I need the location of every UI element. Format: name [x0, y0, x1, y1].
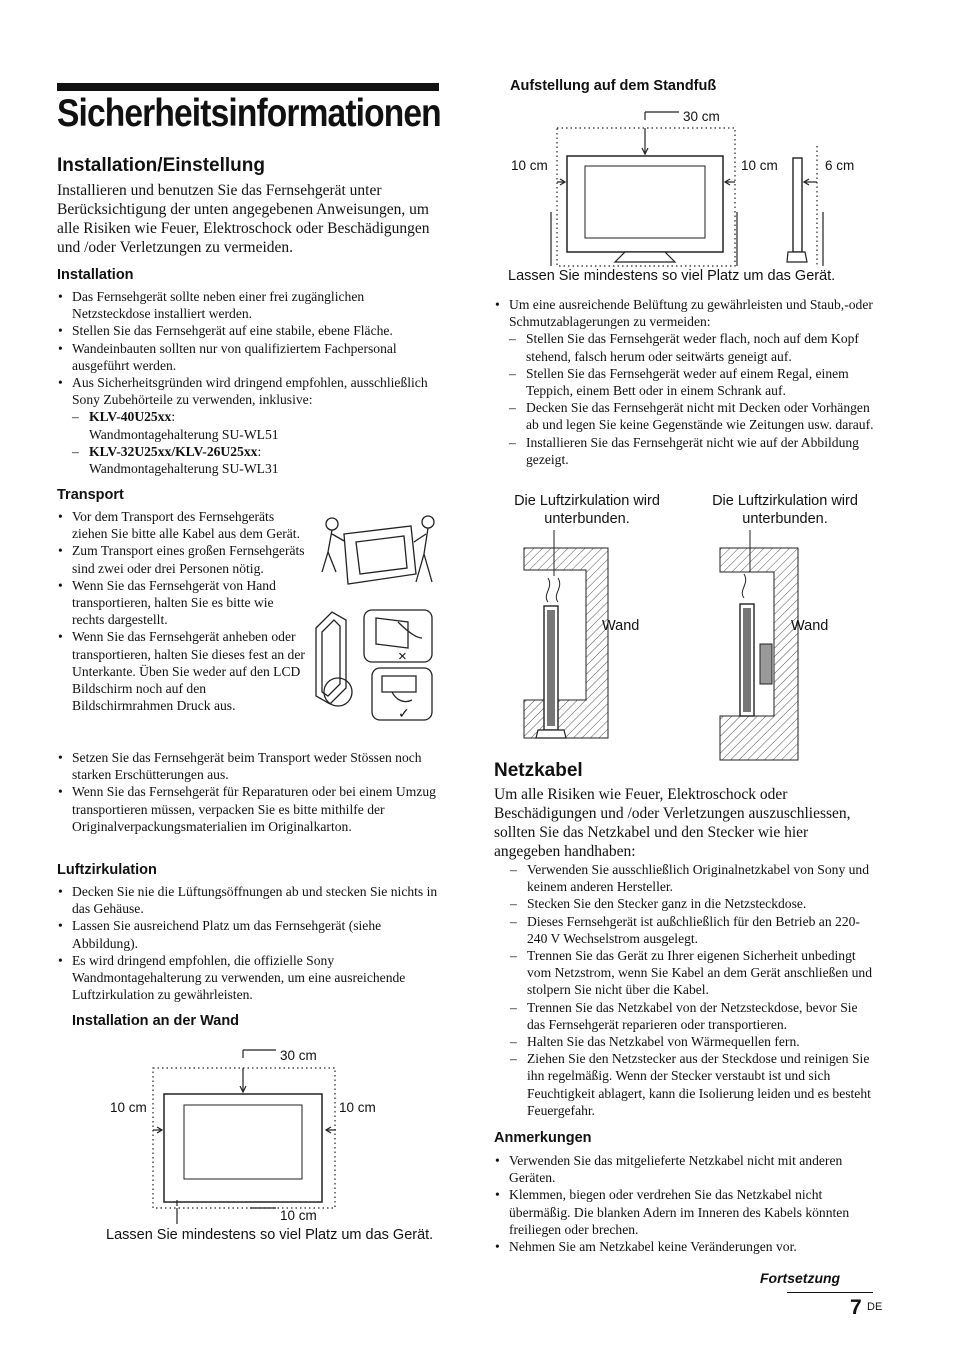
transport-heading: Transport: [57, 487, 124, 503]
page-language: DE: [867, 1301, 883, 1313]
page-title: Sicherheitsinformationen: [57, 92, 441, 135]
wall-figure-caption: Lassen Sie mindestens so viel Platz um das Gerät.: [106, 1227, 434, 1243]
airflow-recess-illustration: [716, 528, 846, 760]
list-item: • Es wird dringend empfohlen, die offizielle Sony Wandmontagehalterung zu verwenden, um eine ausreichende Luftzirkulation zu gewährleisten.: [57, 952, 441, 1004]
model-bracket: Wandmontagehalterung SU-WL51: [89, 426, 279, 442]
ventilation-dash-list: [509, 330, 874, 468]
dash-item: – Stellen Sie das Fernsehgerät weder flach, noch auf dem Kopf stehend, falsch herum oder seitwärts geneigt auf.: [509, 330, 874, 364]
transport-list-a: [57, 508, 307, 714]
dash-item: – Decken Sie das Fernsehgerät nicht mit Decken oder Vorhängen ab und legen Sie keine Gegenstände wie Zeitungen usw. darauf.: [509, 399, 874, 433]
dash-item: – Trennen Sie das Gerät zu Ihrer eigenen Sicherheit unbedingt vom Netzstrom, wenn Sie Kabel an dem Gerät anschließen und stolpern Sie nicht über die Kabel.: [510, 947, 876, 999]
correct-mark: ✓: [398, 705, 410, 721]
dash-item: – Stecken Sie den Stecker ganz in die Netzsteckdose.: [510, 895, 876, 912]
model-separator: :: [171, 409, 176, 425]
model-name: KLV-32U25xx/KLV-26U25xx: [89, 443, 258, 459]
title-bar: [57, 83, 439, 91]
wall-top-label: 30 cm: [280, 1048, 317, 1063]
dash-item: – Halten Sie das Netzkabel von Wärmequellen fern.: [510, 1033, 876, 1050]
list-item: • Vor dem Transport des Fernsehgeräts ziehen Sie bitte alle Kabel aus dem Gerät.: [57, 508, 307, 542]
netzkabel-intro: Um alle Risiken wie Feuer, Elektroschock oder Beschädigungen und /oder Verletzungen auszuschliessen, sollten Sie das Netzkabel und den Stecker wie hier angegeben handhaben:: [494, 786, 851, 860]
list-item: • Wenn Sie das Fernsehgerät für Reparaturen oder bei einem Umzug transportieren müssen, verpacken Sie es bitte mithilfe der Originalverpackungsmaterialien im Originalkarton.: [57, 783, 441, 835]
list-item: • Klemmen, biegen oder verdrehen Sie das Netzkabel nicht übermäßig. Die blanken Adern im Inneren des Kabels könnten freiliegen oder brechen.: [494, 1186, 874, 1238]
model-name: KLV-40U25xx: [89, 409, 172, 425]
wall-right-label: 10 cm: [339, 1100, 376, 1115]
list-item: • Decken Sie nie die Lüftungsöffnungen ab und stecken Sie nichts in das Gehäuse.: [57, 883, 441, 917]
transport-list-b: [57, 749, 441, 835]
wall-label-1: Wand: [602, 618, 640, 634]
list-item-text: Aus Sicherheitsgründen wird dringend empfohlen, ausschließlich Sony Zubehörteile zu verwenden, inklusive:: [72, 375, 428, 408]
list-item: • Setzen Sie das Fernsehgerät beim Transport weder Stössen noch starken Erschütterungen aus.: [57, 749, 441, 783]
airflow-shelf-illustration: [520, 528, 640, 746]
installation-einstellung-heading: Installation/Einstellung: [57, 155, 265, 176]
stand-clearance-diagram: [505, 100, 877, 268]
dash-item: – Verwenden Sie ausschließlich Originalnetzkabel von Sony und keinem anderen Hersteller.: [510, 861, 876, 895]
wall-bottom-label: 10 cm: [280, 1208, 317, 1223]
wall-left-label: 10 cm: [110, 1100, 147, 1115]
footer-rule: [787, 1292, 873, 1293]
ventilation-intro: Um eine ausreichende Belüftung zu gewährleisten und Staub,-oder Schmutzablagerungen zu vermeiden:: [509, 297, 873, 330]
stand-back-label: 6 cm: [825, 158, 855, 173]
wrong-mark: ×: [398, 648, 407, 665]
list-item: • Verwenden Sie das mitgelieferte Netzkabel nicht mit anderen Geräten.: [494, 1152, 874, 1186]
netzkabel-heading: Netzkabel: [494, 760, 583, 781]
list-item: • Zum Transport eines großen Fernsehgeräts sind zwei oder drei Personen nötig.: [57, 542, 307, 576]
wall-clearance-diagram: [100, 1040, 440, 1230]
list-item: • Das Fernsehgerät sollte neben einer frei zugänglichen Netzsteckdose installiert werden.: [57, 288, 441, 322]
carry-illustration: [316, 512, 440, 592]
airflow-caption-1: Die Luftzirkulation wird unterbunden.: [514, 493, 660, 527]
ventilation-list: [494, 296, 874, 468]
list-item: • Wenn Sie das Fernsehgerät von Hand transportieren, halten Sie es bitte wie rechts dargestellt.: [57, 577, 307, 629]
dash-item: – Dieses Fernsehgerät ist außchließlich für den Betrieb an 220-240 V Wechselstrom ausgelegt.: [510, 913, 876, 947]
model-item: [72, 443, 441, 477]
anmerkungen-heading: Anmerkungen: [494, 1130, 592, 1146]
page-number: 7: [850, 1296, 862, 1319]
stand-left-label: 10 cm: [511, 158, 548, 173]
fortsetzung-label: Fortsetzung: [760, 1270, 841, 1286]
dash-item: – Stellen Sie das Fernsehgerät weder auf einem Regal, einem Teppich, einem Bett oder in einem Schrank auf.: [509, 365, 874, 399]
model-separator: :: [257, 443, 262, 459]
airflow-caption-2: Die Luftzirkulation wird unterbunden.: [712, 493, 858, 527]
stand-top-label: 30 cm: [683, 109, 720, 124]
model-list: [72, 408, 441, 477]
wall-figure-heading: Installation an der Wand: [72, 1013, 240, 1029]
list-item: • Stellen Sie das Fernsehgerät auf eine stabile, ebene Fläche.: [57, 322, 441, 339]
dash-item: – Ziehen Sie den Netzstecker aus der Steckdose und reinigen Sie ihn regelmäßig. Wenn der Stecker verstaubt ist und sich Feuchtigkeit ablagert, kann die Isolierung leiden und es besteht Feuergefahr.: [510, 1050, 876, 1119]
model-bracket: Wandmontagehalterung SU-WL31: [89, 461, 279, 477]
stand-figure-heading: Aufstellung auf dem Standfuß: [510, 78, 717, 94]
luftzirkulation-list: [57, 883, 441, 1003]
luftzirkulation-heading: Luftzirkulation: [57, 862, 157, 878]
list-item: [57, 374, 441, 477]
hand-hold-illustration: [312, 608, 434, 722]
installation-list: [57, 288, 441, 477]
dash-item: – Installieren Sie das Fernsehgerät nicht wie auf der Abbildung gezeigt.: [509, 434, 874, 468]
dash-item: – Trennen Sie das Netzkabel von der Netzsteckdose, bevor Sie das Fernsehgerät reparieren oder transportieren.: [510, 999, 876, 1033]
netzkabel-dash-list: [510, 861, 876, 1119]
wall-label-2: Wand: [791, 618, 829, 634]
stand-right-label: 10 cm: [741, 158, 778, 173]
list-item: • Nehmen Sie am Netzkabel keine Veränderungen vor.: [494, 1238, 874, 1255]
model-item: [72, 408, 441, 442]
list-item: • Wenn Sie das Fernsehgerät anheben oder transportieren, halten Sie dieses fest an der Unterkante. Üben Sie weder auf den LCD Bildschirm noch auf den Bildschirmrahmen Druck aus.: [57, 628, 307, 714]
list-item: • Lassen Sie ausreichend Platz um das Fernsehgerät (siehe Abbildung).: [57, 917, 441, 951]
installation-einstellung-intro: Installieren und benutzen Sie das Fernsehgerät unter Berücksichtigung der unten angegebenen Anweisungen, um alle Risiken wie Feuer, Elektroschock oder Beschädigungen und /oder Verletzungen zu vermeiden.: [57, 182, 430, 256]
list-item: [494, 296, 874, 468]
installation-heading: Installation: [57, 267, 134, 283]
anmerkungen-list: [494, 1152, 874, 1255]
stand-figure-caption: Lassen Sie mindestens so viel Platz um das Gerät.: [508, 268, 836, 284]
list-item: • Wandeinbauten sollten nur von qualifiziertem Fachpersonal ausgeführt werden.: [57, 340, 441, 374]
